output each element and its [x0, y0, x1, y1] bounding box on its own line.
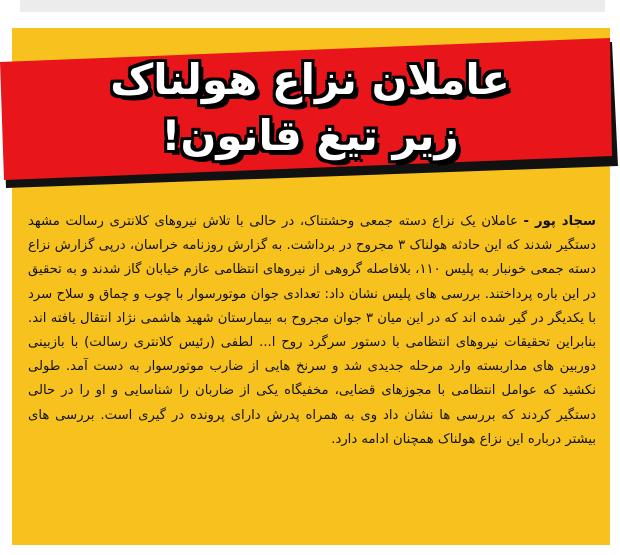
- top-strip: [0, 0, 620, 16]
- divider-band: [20, 0, 605, 12]
- article-text: عاملان یک نزاع دسته جمعی وحشتناک، در حالی با تلاش نیروهای کلانتری رسالت مشهد دستگیر شدند که این حادثه هولناک ۳ مجروح در برداشت. به گزارش روزنامه خراسان، درپی گزارش نزاع دسته جمعی خونبار به پلیس ۱۱۰، بلافاصله گروهی از نیروهای انتظامی عازم خیابان گاز شدند و به تحقیق در این باره پرداختند. بررسی های پلیس نشان داد: تعدادی جوان موتورسوار با چوب و چماق و سلاح سرد با یکدیگر در گیر شده اند که در این میان ۳ جوان مجروح به بیمارستان شهید هاشمی نژاد انتقال یافته اند. بنابراین تحقیقات نیروهای انتظامی با دستور سرگرد روح ا... لطفی (رئیس کلانتری رسالت) با بازبینی دوربین های مداربسته وارد مرحله جدیدی شد و سرنخ هایی از ضارب موتورسوار به دست آمد. طولی نکشید که عوامل انتظامی با مجوزهای قضایی، مخفیگاه یکی از ضاربان را شناسایی و او را در حالی دستگیر کردند که بررسی ها نشان داد وی به همراه پدرش دارای پرونده در گیری است. بررسی های بیشتر درباره این نزاع هولناک همچنان ادامه دارد.: [28, 214, 597, 447]
- headline-line-1: عاملان نزاع هولناک: [110, 55, 510, 104]
- headline-line-2: زیر تیغ قانون!: [161, 111, 459, 160]
- article-body: [16, 206, 606, 506]
- headline: [40, 52, 580, 164]
- byline: سجاد پور -: [523, 214, 596, 229]
